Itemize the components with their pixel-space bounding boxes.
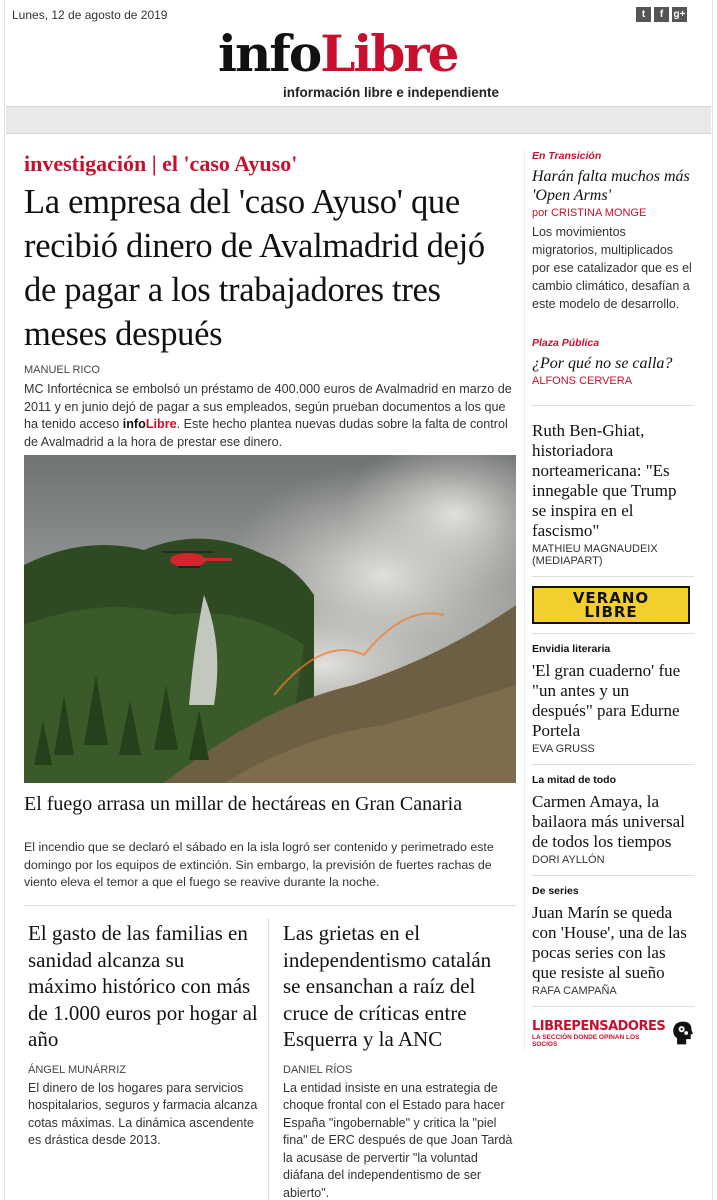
sidebar-author[interactable] xyxy=(532,207,694,219)
logo-info-text: info xyxy=(218,24,321,83)
story-summary: El dinero de los hogares para servicios hospitalarios, seguros y farmacia alcanza cotas máximas. La dinámica ascendente es drástica desde 2013. xyxy=(28,1080,258,1148)
section-label[interactable]: En Transición xyxy=(532,150,602,162)
lp-sub: LA SECCIÓN DONDE OPINAN LOS SOCIOS xyxy=(532,1033,640,1048)
lead-text-2: . Este hecho plantea nuevas dudas sobre la falta de control de Avalmadrid a la hora de prestar ese dinero. xyxy=(24,417,508,449)
column-divider xyxy=(268,918,269,1200)
sidebar-title[interactable]: Juan Marín se queda con 'House', una de las pocas series con las que resiste al sueño xyxy=(532,903,687,982)
librepensadores-text xyxy=(532,1019,665,1048)
lead-brand-info: info xyxy=(122,417,146,431)
logo-libre-text: Libre xyxy=(320,24,458,83)
twitter-icon[interactable]: t xyxy=(636,7,651,22)
site-tagline: información libre e independiente xyxy=(283,85,500,100)
lead-text-1: MC Infortécnica se embolsó un préstamo de 400.000 euros de Avalmadrid en marzo de 2011 y en junio dejó de pagar a sus empleados, según prueban documentos a los que ha tenido acceso xyxy=(24,382,512,431)
googleplus-icon[interactable]: g+ xyxy=(673,9,686,20)
main-lead xyxy=(24,381,516,451)
divider xyxy=(532,576,694,577)
lp-name: LIBREPENSADORES xyxy=(532,1018,666,1034)
fire-photo[interactable] xyxy=(24,455,516,783)
sidebar-ruth xyxy=(525,415,694,567)
story-byline[interactable]: DANIEL RÍOS xyxy=(283,1063,353,1076)
banner-line1: VERANO xyxy=(572,589,650,607)
sidebar-title[interactable]: 'El gran cuaderno' fue "un antes y un después" para Edurne Portela xyxy=(532,661,681,740)
divider xyxy=(532,1006,694,1007)
sidebar-author[interactable]: ALFONS CERVERA xyxy=(532,375,633,387)
sidebar-series xyxy=(525,885,694,997)
facebook-icon[interactable]: f xyxy=(654,7,669,22)
main-headline[interactable]: La empresa del 'caso Ayuso' que recibió dinero de Avalmadrid dejó de pagar a los trabajadores tres meses después xyxy=(24,183,485,353)
date-label: Lunes, 12 de agosto de 2019 xyxy=(12,8,168,22)
sidebar-text: Los movimientos migratorios, multiplicados por ese catalizador que es el cambio climático, desafían a este modelo de desarrollo. xyxy=(532,225,692,311)
sidebar-author[interactable]: MATHIEU MAGNAUDEIX (MEDIAPART) xyxy=(532,543,658,567)
divider xyxy=(532,875,694,876)
section-label[interactable]: La mitad de todo xyxy=(532,774,616,786)
divider xyxy=(532,633,694,634)
sidebar-transicion xyxy=(525,150,694,313)
sidebar-envidia xyxy=(525,643,694,755)
divider xyxy=(532,405,694,406)
site-logo[interactable] xyxy=(218,24,457,84)
section-label[interactable]: De series xyxy=(532,885,579,897)
sidebar-title[interactable]: Harán falta muchos más 'Open Arms' xyxy=(532,168,690,204)
sidebar xyxy=(524,150,694,1050)
sidebar-mitad xyxy=(525,774,694,866)
section-label[interactable]: Envidia literaria xyxy=(532,643,611,655)
sidebar-plaza xyxy=(525,337,694,387)
story-health xyxy=(28,920,258,1150)
story-summary: La entidad insiste en una estrategia de choque frontal con el Estado para hacer España "ingobernable" y critica la "piel fina" de ERC después de que Joan Tardà la acusase de pervertir "la voluntad diáfana del independentismo de ser abierto". xyxy=(283,1080,513,1200)
verano-libre-banner[interactable] xyxy=(532,586,690,624)
sidebar-author[interactable]: DORI AYLLÓN xyxy=(532,854,605,866)
sidebar-author[interactable]: RAFA CAMPAÑA xyxy=(532,985,617,997)
lead-brand-libre: Libre xyxy=(145,417,177,431)
lead-brand xyxy=(123,417,177,431)
banner-line2: LIBRE xyxy=(584,603,638,621)
story-title[interactable]: Las grietas en el independentismo catalán se ensanchan a raíz del cruce de críticas entre Esquerra y la ANC xyxy=(283,921,492,1051)
photo-text: El incendio que se declaró el sábado en la isla logró ser contenido y perimetrado este domingo por los equipos de extinción. Sin embargo, la previsión de fuertes rachas de viento eleva el temor a que el fuego se reavive durante la noche. xyxy=(24,840,494,890)
sidebar-author[interactable]: EVA GRUSS xyxy=(532,743,595,755)
main-byline[interactable]: MANUEL RICO xyxy=(24,364,100,376)
author-name: CRISTINA MONGE xyxy=(550,207,647,219)
nav-bar xyxy=(6,106,711,134)
sidebar-title[interactable]: ¿Por qué no se calla? xyxy=(532,355,673,372)
sidebar-title[interactable]: Carmen Amaya, la bailaora más universal de todos los tiempos xyxy=(532,792,685,851)
story-byline[interactable]: ÁNGEL MUNÁRRIZ xyxy=(28,1063,126,1076)
librepensadores-banner[interactable] xyxy=(532,1016,694,1050)
sidebar-title[interactable]: Ruth Ben-Ghiat, historiadora norteamericana: "Es innegable que Trump se inspira en el fascismo" xyxy=(532,421,677,540)
divider xyxy=(24,905,516,906)
main-kicker[interactable]: investigación | el 'caso Ayuso' xyxy=(24,151,298,176)
social-links xyxy=(636,7,687,22)
story-title[interactable]: El gasto de las familias en sanidad alcanza su máximo histórico con más de 1.000 euros por hogar al año xyxy=(28,921,258,1051)
story-independentismo xyxy=(283,920,513,1200)
head-gears-icon xyxy=(671,1016,694,1050)
por-label: por xyxy=(532,207,548,219)
main-story xyxy=(24,150,516,451)
section-label[interactable]: Plaza Pública xyxy=(532,337,600,349)
divider xyxy=(532,764,694,765)
photo-caption[interactable]: El fuego arrasa un millar de hectáreas en Gran Canaria xyxy=(24,793,463,815)
